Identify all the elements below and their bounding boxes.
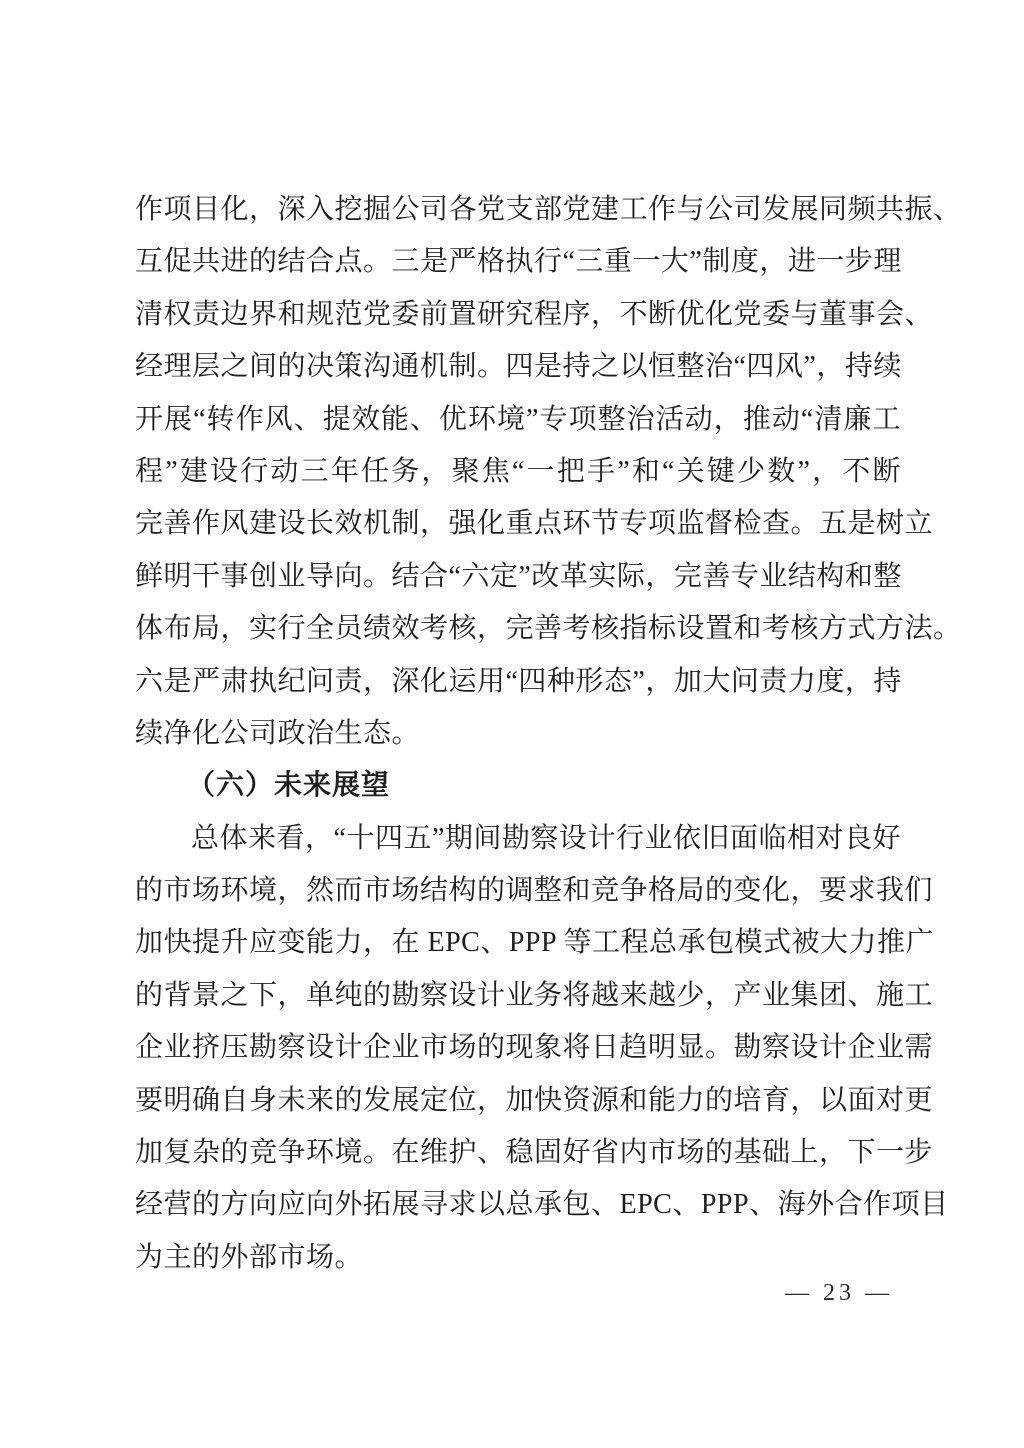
text-line: 互促共进的结合点。三是严格执行“三重一大”制度，进一步理: [135, 246, 902, 278]
text-line: 清权责边界和规范党委前置研究程序，不断优化党委与董事会、: [135, 298, 934, 330]
text-line: 开展“转作风、提效能、优环境”专项整治活动，推动“清廉工: [135, 403, 901, 435]
text-line: 鲜明干事创业导向。结合“六定”改革实际，完善专业结构和整: [135, 560, 902, 592]
text-line: 的背景之下，单纯的勘察设计业务将越来越少，产业集团、施工: [135, 979, 934, 1011]
text-line: 企业挤压勘察设计企业市场的现象将日趋明显。勘察设计企业需: [135, 1032, 934, 1064]
text-line: 总体来看，“十四五”期间勘察设计行业依旧面临相对良好: [191, 822, 901, 854]
document-body: [135, 184, 962, 1284]
text-line: 的市场环境，然而市场结构的调整和竞争格局的变化，要求我们: [135, 875, 934, 907]
section-heading: （六）未来展望: [187, 770, 391, 802]
text-line: 作项目化，深入挖掘公司各党支部党建工作与公司发展同频共振、: [135, 194, 962, 225]
text-line: 程”建设行动三年任务，聚焦“一把手”和“关键少数”，不断: [135, 455, 901, 487]
text-line: 加复杂的竞争环境。在维护、稳固好省内市场的基础上，下一步: [135, 1137, 934, 1169]
text-line: 完善作风建设长效机制，强化重点环节专项监督检查。五是树立: [135, 508, 934, 540]
text-line: 体布局，实行全员绩效考核，完善考核指标设置和考核方式方法。: [135, 613, 962, 645]
text-line: 经理层之间的决策沟通机制。四是持之以恒整治“四风”，持续: [135, 351, 902, 383]
text-line: 经营的方向应向外拓展寻求以总承包、EPC、PPP、海外合作项目: [135, 1189, 949, 1221]
text-line: 六是严肃执纪问责，深化运用“四种形态”，加大问责力度，持: [135, 665, 902, 697]
text-line: 加快提升应变能力，在 EPC、PPP 等工程总承包模式被大力推广: [135, 927, 935, 959]
page-number: — 23 —: [785, 1280, 893, 1306]
text-line: 要明确自身未来的发展定位，加快资源和能力的培育，以面对更: [135, 1084, 934, 1116]
text-line: 为主的外部市场。: [135, 1241, 364, 1273]
text-line: 续净化公司政治生态。: [135, 717, 421, 749]
